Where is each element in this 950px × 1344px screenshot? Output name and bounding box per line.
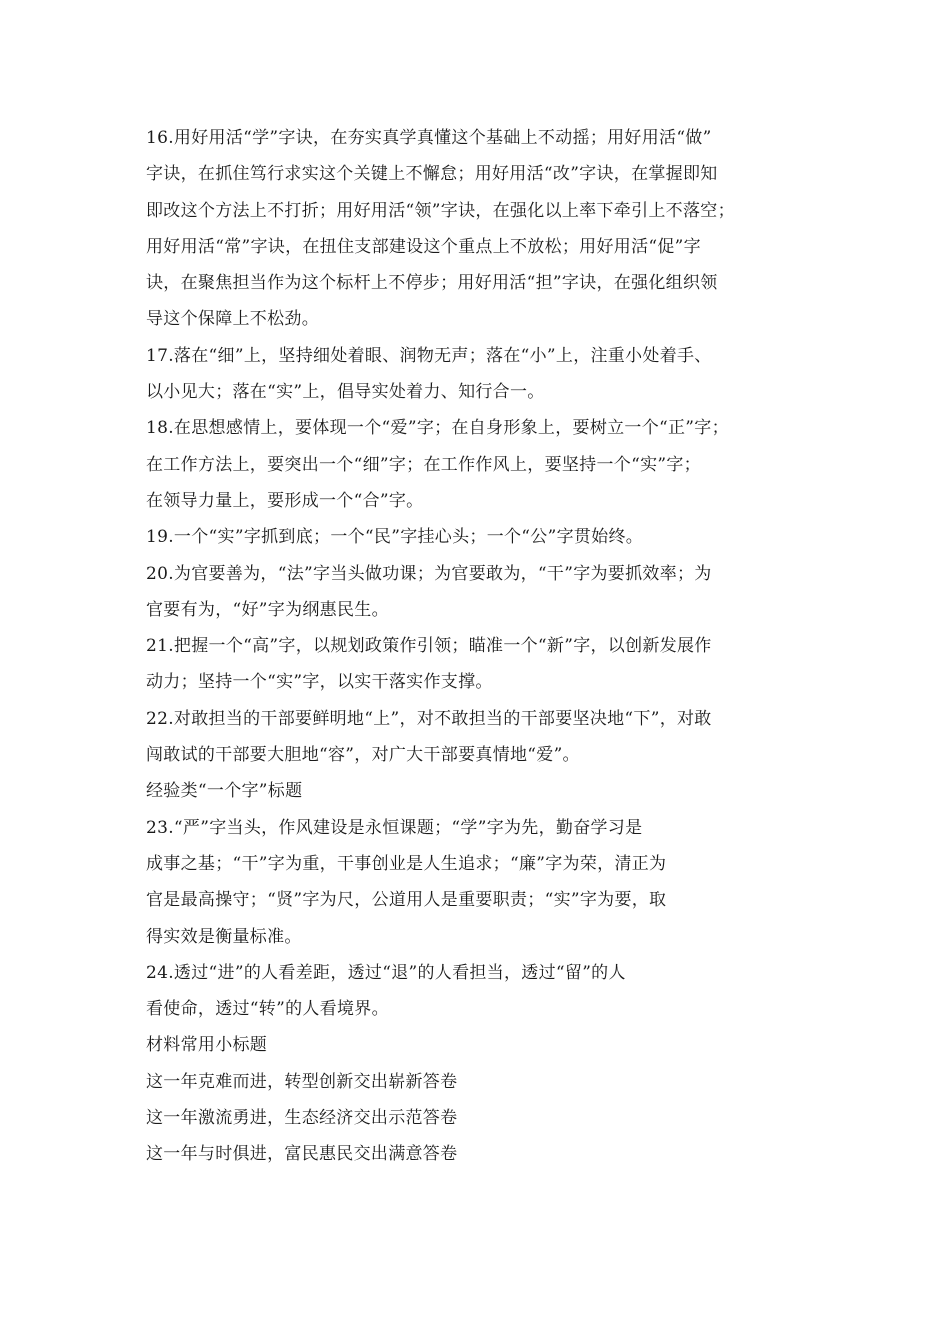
text-line: 以小见大；落在“实”上，倡导实处着力、知行合一。 [146,382,545,403]
text-line: 成事之基；“干”字为重，干事创业是人生追求；“廉”字为荣，清正为 [146,853,667,874]
text-line: 导这个保障上不松劲。 [146,309,319,330]
text-line: 诀，在聚焦担当作为这个标杆上不停步；用好用活“担”字诀，在强化组织领 [146,273,718,294]
text-line: 用好用活“常”字诀，在扭住支部建设这个重点上不放松；用好用活“促”字 [146,236,701,257]
text-line: 20.为官要善为，“法”字当头做功课；为官要敢为，“干”字为要抓效率；为 [146,563,712,584]
text-line: 18.在思想感情上，要体现一个“爱”字；在自身形象上，要树立一个“正”字； [146,418,729,439]
text-line: 官是最高操守；“贤”字为尺，公道用人是重要职责；“实”字为要，取 [146,890,667,911]
text-line: 16.用好用活“学”字诀，在夯实真学真懂这个基础上不动摇；用好用活“做” [146,128,712,148]
text-line: 闯敢试的干部要大胆地“容”，对广大干部要真情地“爱”。 [146,745,580,766]
text-line: 19.一个“实”字抓到底；一个“民”字挂心头；一个“公”字贯始终。 [146,527,644,548]
section-heading: 材料常用小标题 [146,1035,268,1056]
text-line: 17.落在“细”上，坚持细处着眼、润物无声；落在“小”上，注重小处着手、 [146,345,712,366]
text-line: 22.对敢担当的干部要鲜明地“上”，对不敢担当的干部要坚决地“下”，对敢 [146,708,712,729]
text-line: 动力；坚持一个“实”字，以实干落实作支撑。 [146,672,493,693]
text-line: 这一年克难而进，转型创新交出崭新答卷 [146,1071,458,1092]
text-line: 得实效是衡量标准。 [146,926,302,947]
text-line: 字诀，在抓住笃行求实这个关键上不懈怠；用好用活“改”字诀，在掌握即知 [146,164,718,185]
text-line: 看使命，透过“转”的人看境界。 [146,999,389,1020]
text-line: 24.透过“进”的人看差距，透过“退”的人看担当，透过“留”的人 [146,962,626,983]
text-line: 这一年激流勇进，生态经济交出示范答卷 [146,1108,458,1129]
section-heading: 经验类“一个字”标题 [146,781,303,802]
text-line: 21.把握一个“高”字，以规划政策作引领；瞄准一个“新”字，以创新发展作 [146,636,712,657]
text-line: 在工作方法上，要突出一个“细”字；在工作作风上，要坚持一个“实”字； [146,454,701,475]
text-line: 23.“严”字当头，作风建设是永恒课题；“学”字为先，勤奋学习是 [146,817,643,838]
text-line: 官要有为，“好”字为纲惠民生。 [146,599,389,620]
text-line: 在领导力量上，要形成一个“合”字。 [146,490,424,511]
text-line: 即改这个方法上不打折；用好用活“领”字诀，在强化以上率下牵引上不落空； [146,200,735,221]
text-line: 这一年与时俱进，富民惠民交出满意答卷 [146,1144,458,1165]
